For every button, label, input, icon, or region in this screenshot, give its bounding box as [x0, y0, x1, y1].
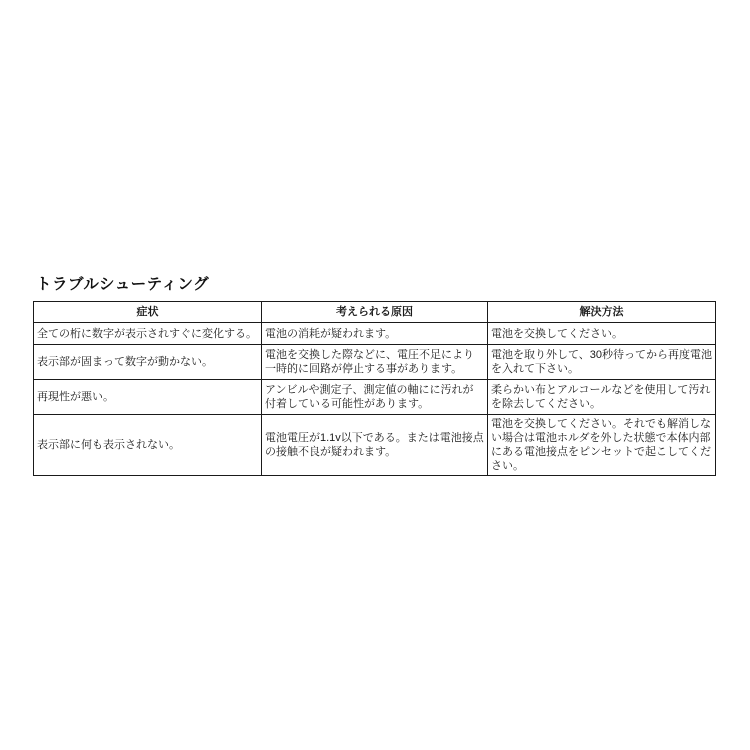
- header-cell-symptom: 症状: [34, 302, 262, 323]
- cell-symptom: 表示部に何も表示されない。: [34, 415, 262, 476]
- cell-cause: 電池の消耗が疑われます。: [262, 323, 488, 345]
- header-cell-solution: 解決方法: [488, 302, 716, 323]
- cell-cause: 電池電圧が1.1v以下である。または電池接点の接触不良が疑われます。: [262, 415, 488, 476]
- table-row: [34, 380, 716, 415]
- cell-solution: 電池を交換してください。: [488, 323, 716, 345]
- cell-cause: アンビルや測定子、測定値の軸にに汚れが付着している可能性があります。: [262, 380, 488, 415]
- page-title: トラブルシューティング: [36, 276, 210, 293]
- cell-symptom: 再現性が悪い。: [34, 380, 262, 415]
- cell-solution: 柔らかい布とアルコールなどを使用して汚れを除去してください。: [488, 380, 716, 415]
- cell-symptom: 表示部が固まって数字が動かない。: [34, 345, 262, 380]
- table-row: [34, 323, 716, 345]
- header-cell-cause: 考えられる原因: [262, 302, 488, 323]
- cell-symptom: 全ての桁に数字が表示されすぐに変化する。: [34, 323, 262, 345]
- cell-solution: 電池を取り外して、30秒待ってから再度電池を入れて下さい。: [488, 345, 716, 380]
- table-row: [34, 345, 716, 380]
- cell-solution: 電池を交換してください。それでも解消しない場合は電池ホルダを外した状態で本体内部にある電池接点をピンセットで起こしてください。: [488, 415, 716, 476]
- table-row: [34, 415, 716, 476]
- header-row: [34, 302, 716, 323]
- troubleshooting-table: [33, 301, 716, 476]
- cell-cause: 電池を交換した際などに、電圧不足により一時的に回路が停止する事があります。: [262, 345, 488, 380]
